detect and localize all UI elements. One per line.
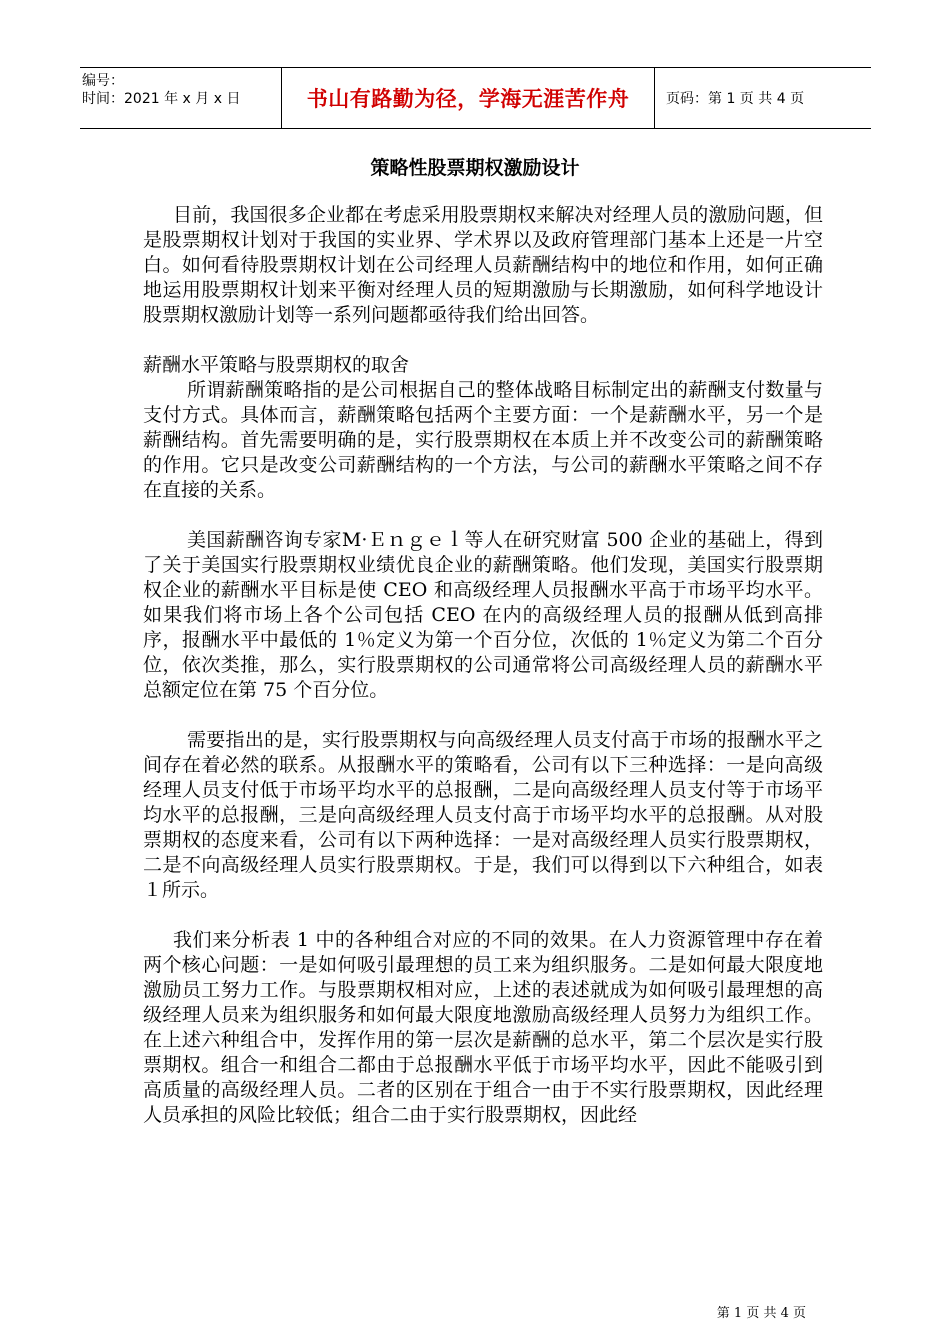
document-body	[143, 203, 823, 1128]
header-page-number: 页码：第 1 页 共 4 页	[666, 91, 805, 107]
paragraph-choices: 需要指出的是，实行股票期权与向高级经理人员支付高于市场的报酬水平之间存在着必然的联系。从报酬水平的策略看，公司有以下三种选择：一是向高级经理人员支付低于市场平均水平的总报酬，二是向高级经理人员支付等于市场平均水平的总报酬，三是向高级经理人员支付高于市场平均水平的总报酬。从对股票期权的态度来看，公司有以下两种选择：一是对高级经理人员实行股票期权，二是不向高级经理人员实行股票期权。于是，我们可以得到以下六种组合，如表１所示。	[143, 729, 823, 901]
header-table	[80, 67, 871, 129]
page-footer: 第 1 页 共 4 页	[716, 1306, 806, 1321]
document-number-label: 编号：	[82, 73, 124, 89]
section-heading: 薪酬水平策略与股票期权的取舍	[143, 354, 410, 376]
document-title: 策略性股票期权激励设计	[370, 157, 580, 179]
document-time-label: 时间：2021 年 x 月 x 日	[82, 91, 241, 107]
paragraph-engel-study: 美国薪酬咨询专家M·Ｅｎｇｅｌ等人在研究财富 500 企业的基础上，得到了关于美国实行股票期权业绩优良企业的薪酬策略。他们发现，美国实行股票期权企业的薪酬水平目标是使 CEO 和高级经理人员报酬水平高于市场平均水平。如果我们将市场上各个公司包括 CEO 在内的高级经理人员的报酬从低到高排序，报酬水平中最低的 1％定义为第一个百分位，次低的 1％定义为第二个百分位，依次类推，那么，实行股票期权的公司通常将公司高级经理人员的薪酬水平总额定位在第 75 个百分位。	[143, 529, 823, 701]
paragraph-intro: 目前，我国很多企业都在考虑采用股票期权来解决对经理人员的激励问题，但是股票期权计划对于我国的实业界、学术界以及政府管理部门基本上还是一片空白。如何看待股票期权计划在公司经理人员薪酬结构中的地位和作用，如何正确地运用股票期权计划来平衡对经理人员的短期激励与长期激励，如何科学地设计股票期权激励计划等一系列问题都亟待我们给出回答。	[143, 204, 823, 326]
header-info-cell	[80, 68, 282, 128]
paragraph-analysis: 我们来分析表 1 中的各种组合对应的不同的效果。在人力资源管理中存在着两个核心问题：一是如何吸引最理想的员工来为组织服务。二是如何最大限度地激励员工努力工作。与股票期权相对应，上述的表述就成为如何吸引最理想的高级经理人员来为组织服务和如何最大限度地激励高级经理人员努力为组织工作。在上述六种组合中，发挥作用的第一层次是薪酬的总水平，第二个层次是实行股票期权。组合一和组合二都由于总报酬水平低于市场平均水平，因此不能吸引到高质量的高级经理人员。二者的区别在于组合一由于不实行股票期权，因此经理人员承担的风险比较低；组合二由于实行股票期权，因此经	[143, 929, 823, 1126]
paragraph-salary-strategy: 所谓薪酬策略指的是公司根据自己的整体战略目标制定出的薪酬支付数量与支付方式。具体而言，薪酬策略包括两个主要方面：一个是薪酬水平，另一个是薪酬结构。首先需要明确的是，实行股票期权在本质上并不改变公司的薪酬策略的作用。它只是改变公司薪酬结构的一个方法，与公司的薪酬水平策略之间不存在直接的关系。	[143, 379, 823, 501]
header-motto: 书山有路勤为径，学海无涯苦作舟	[282, 68, 655, 128]
